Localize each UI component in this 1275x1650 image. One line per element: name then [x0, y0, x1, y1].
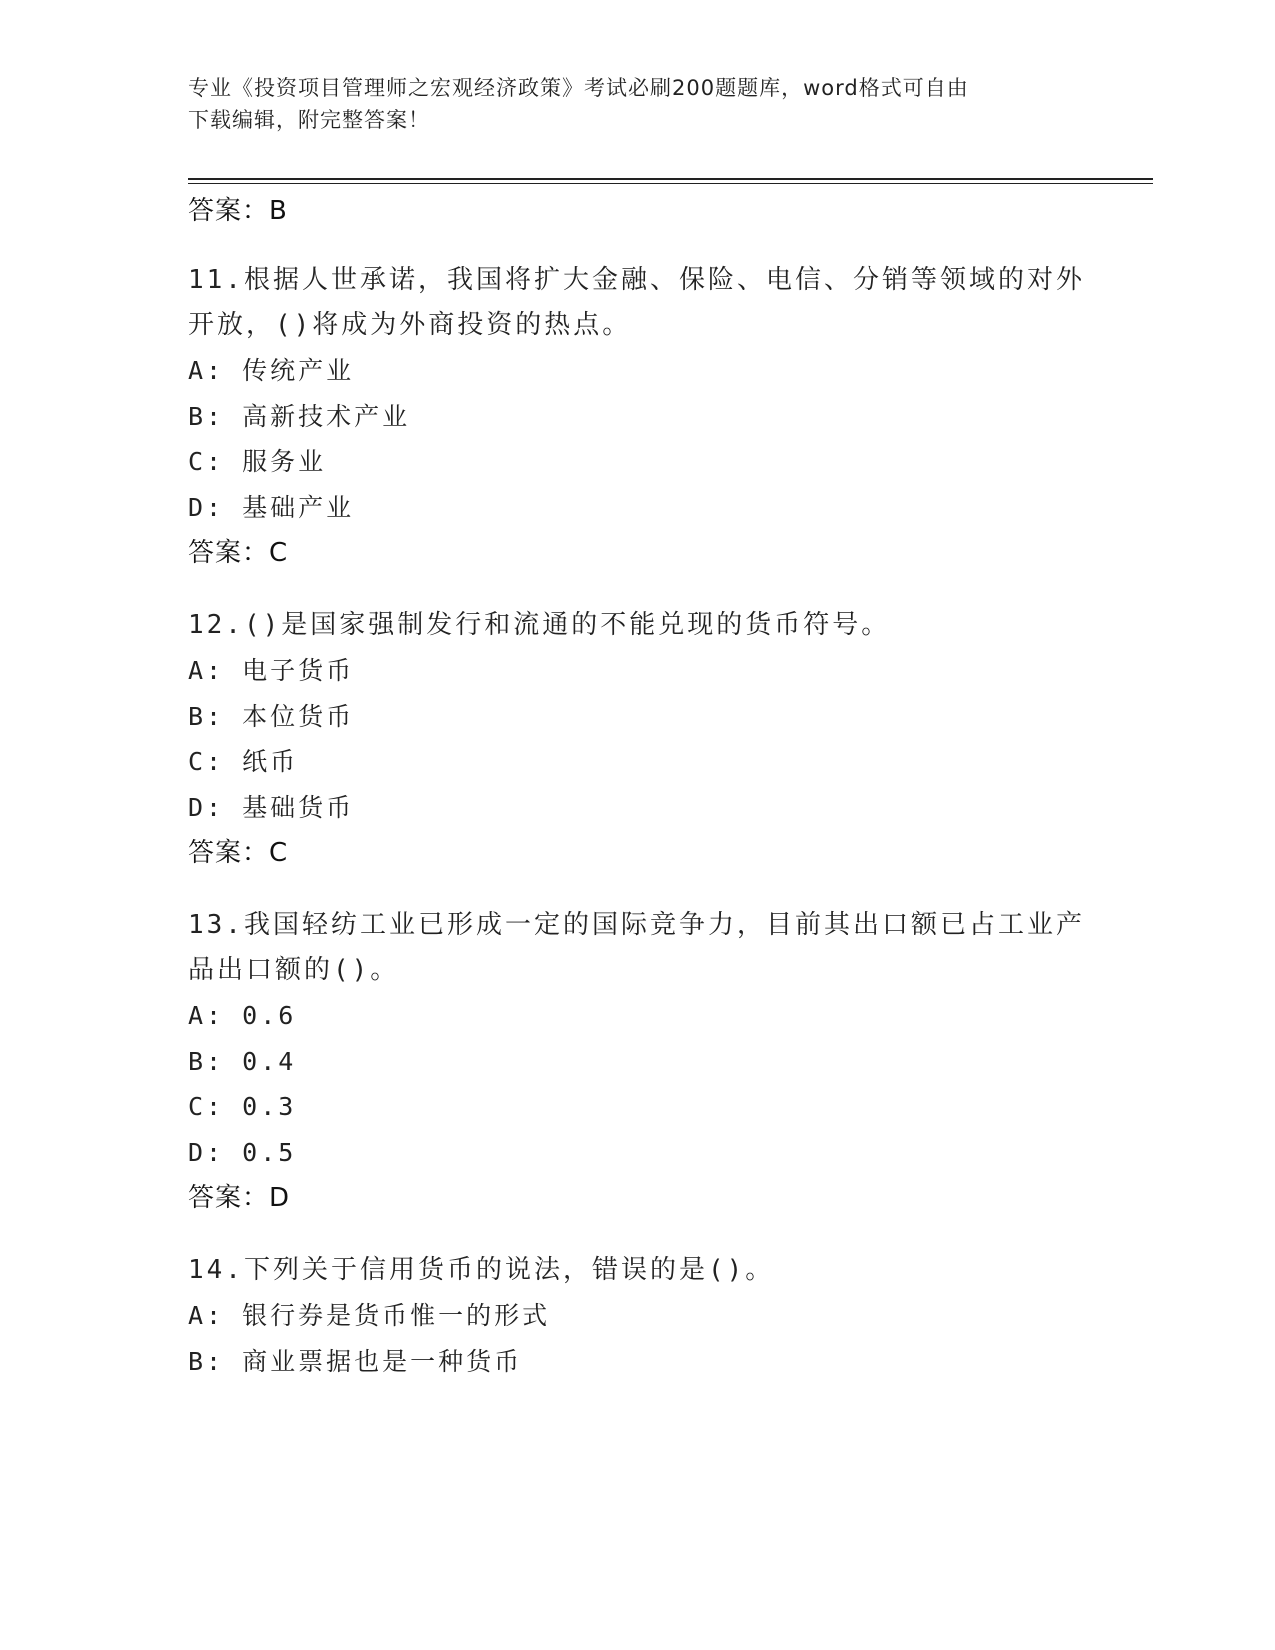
header-rule-thin [188, 183, 1153, 184]
answer: 答案：D [188, 1183, 291, 1213]
option-c: C: 0.3 [188, 1092, 297, 1121]
document-header [188, 72, 1088, 136]
option-b: B: 0.4 [188, 1046, 297, 1076]
question-14 [188, 1248, 1088, 1384]
answer: 答案：C [188, 838, 289, 868]
option-a: A: 传统产业 [188, 356, 355, 385]
question-11 [188, 258, 1088, 576]
header-rule-thick [188, 178, 1153, 180]
option-a: A: 电子货币 [188, 656, 355, 685]
option-d: D: 基础产业 [188, 492, 355, 522]
question-stem-line: 11.根据人世承诺，我国将扩大金融、保险、电信、分销等领域的对外 [188, 265, 1085, 295]
question-13 [188, 903, 1088, 1221]
previous-answer: 答案：B [188, 196, 288, 226]
option-b: B: 高新技术产业 [188, 401, 411, 431]
question-stem-line: 开放，()将成为外商投资的热点。 [188, 310, 632, 340]
option-d: D: 基础货币 [188, 792, 355, 822]
question-stem-line: 14.下列关于信用货币的说法，错误的是()。 [188, 1255, 775, 1285]
document-body [188, 188, 1088, 1384]
option-d: D: 0.5 [188, 1137, 297, 1167]
option-c: C: 服务业 [188, 447, 327, 476]
option-b: B: 商业票据也是一种货币 [188, 1346, 523, 1376]
header-line-2: 下载编辑，附完整答案！ [188, 108, 430, 132]
question-stem-line: 13.我国轻纺工业已形成一定的国际竞争力，目前其出口额已占工业产 [188, 910, 1085, 940]
question-stem-line: 品出口额的()。 [188, 955, 400, 985]
option-a: A: 银行券是货币惟一的形式 [188, 1301, 551, 1330]
option-a: A: 0.6 [188, 1001, 297, 1030]
question-12 [188, 603, 1088, 876]
option-b: B: 本位货币 [188, 701, 355, 731]
question-stem-line: 12.()是国家强制发行和流通的不能兑现的货币符号。 [188, 610, 891, 640]
answer: 答案：C [188, 538, 289, 568]
header-line-1: 专业《投资项目管理师之宏观经济政策》考试必刷200题题库，word格式可自由 [188, 76, 969, 100]
option-c: C: 纸币 [188, 747, 299, 776]
